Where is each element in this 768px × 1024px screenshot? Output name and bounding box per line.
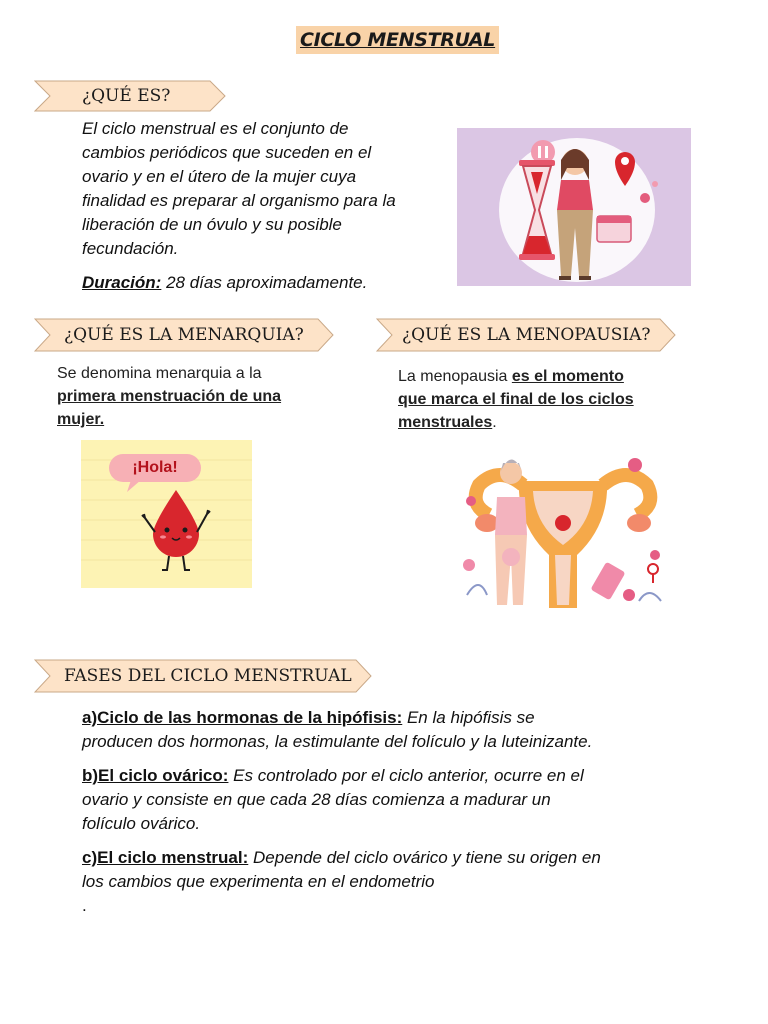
duration-value: 28 días aproximadamente. (161, 273, 368, 292)
banner-fases (34, 659, 372, 691)
definition-line: fecundación. (82, 239, 179, 258)
phase-a (82, 706, 702, 754)
banner-label: ¿QUÉ ES LA MENARQUIA? (64, 325, 304, 345)
definition-line: finalidad es preparar al organismo para la (82, 191, 396, 210)
menarquia-intro: Se denomina menarquia a la (57, 365, 262, 382)
duration-line (82, 271, 462, 295)
menarquia-highlight: mujer. (57, 411, 105, 428)
definition-line: cambios periódicos que suceden en el (82, 143, 372, 162)
menopausia-highlight: que marca el final de los ciclos (398, 391, 634, 408)
banner-label: FASES DEL CICLO MENSTRUAL (64, 666, 352, 686)
phase-a-text: En la hipófisis se (402, 708, 535, 727)
phase-b-text: folículo ovárico. (82, 814, 201, 833)
phase-b-label: b)El ciclo ovárico: (82, 766, 229, 785)
phase-c-text: los cambios que experimenta en el endometrio (82, 872, 435, 891)
phase-c-label: c)El ciclo menstrual: (82, 848, 249, 867)
menopausia-highlight: menstruales (398, 414, 493, 431)
phase-b-text: Es controlado por el ciclo anterior, ocurre en el (228, 766, 584, 785)
phase-a-label: a)Ciclo de las hormonas de la hipófisis: (82, 708, 403, 727)
banner-que-es (34, 80, 226, 112)
banner-menopausia (376, 318, 676, 350)
menopausia-text (398, 365, 698, 434)
trailing-dot: . (82, 896, 87, 915)
definition-line: liberación de un óvulo y su posible (82, 215, 342, 234)
phase-a-text: producen dos hormonas, la estimulante del folículo y la luteinizante. (82, 732, 593, 751)
banner-menarquia (34, 318, 334, 350)
menopausia-highlight: es el momento (511, 368, 624, 385)
banner-label: ¿QUÉ ES? (82, 86, 171, 106)
phase-c (82, 846, 702, 918)
definition-line: ovario y en el útero de la mujer cuya (82, 167, 357, 186)
definition-text (82, 117, 452, 261)
illustration-uterus-woman (459, 445, 667, 608)
definition-line: El ciclo menstrual es el conjunto de (82, 119, 349, 138)
duration-label: Duración: (82, 273, 162, 292)
menarquia-highlight: primera menstruación de una (57, 388, 282, 405)
menarquia-text (57, 362, 357, 431)
page-title: CICLO MENSTRUAL (296, 26, 499, 54)
menopausia-end: . (492, 414, 497, 431)
illustration-woman-hourglass (457, 128, 691, 286)
phase-c-text: Depende del ciclo ovárico y tiene su origen en (248, 848, 601, 867)
menopausia-intro: La menopausia (398, 368, 512, 385)
phase-b-text: ovario y consiste en que cada 28 días comienza a madurar un (82, 790, 551, 809)
illustration-blood-drop (81, 440, 252, 588)
phase-b (82, 764, 702, 836)
speech-bubble-text: ¡Hola! (132, 459, 178, 476)
banner-label: ¿QUÉ ES LA MENOPAUSIA? (402, 325, 651, 345)
